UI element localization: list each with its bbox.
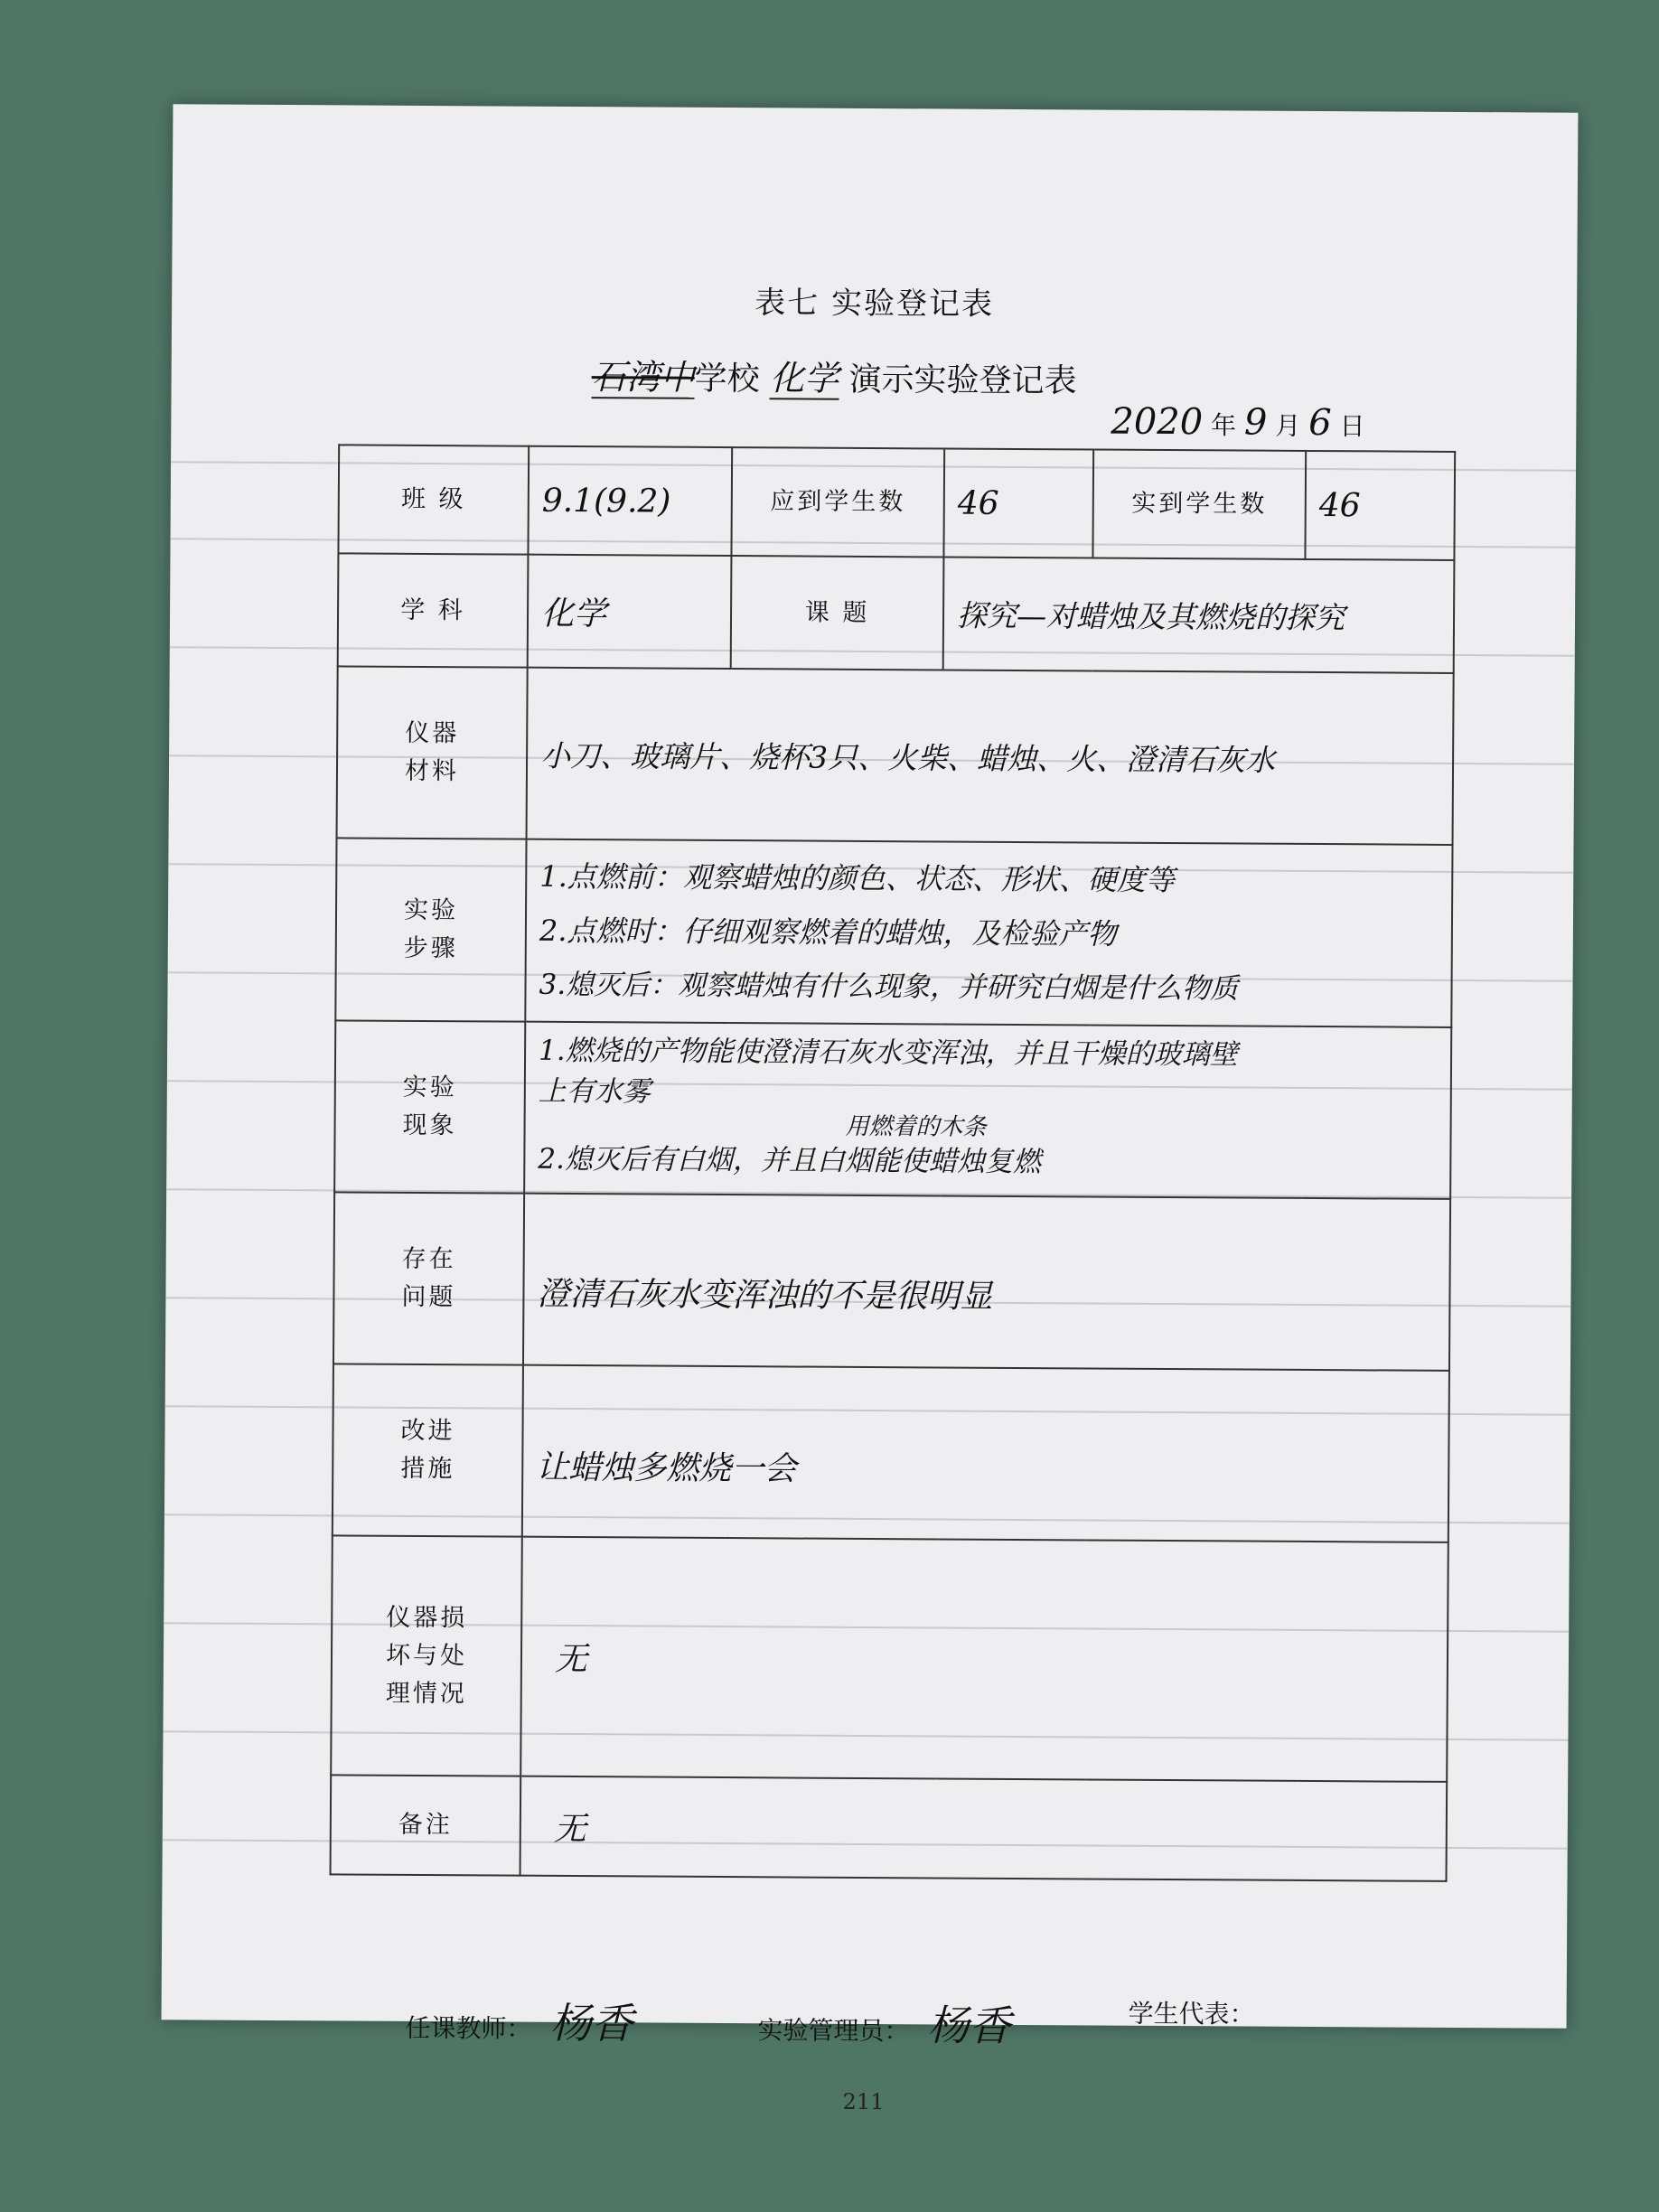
table-row [331,1535,1448,1782]
table-row [331,1775,1448,1881]
teacher-signature: 杨香 [549,1998,633,2048]
form-name: 演示实验登记表 [848,361,1077,400]
class-value: 9.1(9.2) [528,446,732,556]
teacher-label: 任课教师： [405,2012,532,2044]
improvements-label [333,1364,523,1536]
admin-signature-block [757,1992,1010,2053]
paper-sheet [162,104,1579,2115]
actual-students-label: 实到学生数 [1092,450,1306,559]
step-item: 1.点燃前：观察蜡烛的颜色、状态、形状、硬度等 [539,858,1175,898]
phenomena-value [524,1022,1451,1199]
remarks-value: 无 [520,1776,1448,1881]
remarks-label: 备注 [331,1775,521,1875]
steps-label [335,838,526,1021]
damage-label [331,1535,522,1776]
problems-label-line: 问题 [401,1282,456,1312]
subject-label: 学 科 [338,553,529,667]
materials-value: 小刀、玻璃片、烧杯3只、火柴、蜡烛、火、澄清石灰水 [527,668,1454,845]
teacher-signature-block [405,1990,633,2051]
step-item: 2.点燃时：仔细观察燃着的蜡烛，及检验产物 [539,913,1117,951]
steps-value [525,839,1452,1027]
steps-label-line: 步骤 [403,933,458,963]
class-label: 班 级 [338,445,529,554]
improvements-label-line: 措施 [400,1454,455,1484]
table-row [338,553,1455,673]
problems-label-line: 存在 [401,1244,456,1274]
damage-label-line: 坏与处 [385,1641,468,1670]
table-row [337,666,1454,845]
student-signature-block [1128,1994,1254,2031]
table-row [338,445,1455,560]
damage-label-line: 理情况 [385,1679,467,1708]
form-subtitle [592,349,1077,401]
phenomena-label-line: 现象 [402,1111,457,1140]
date-month-label: 月 [1275,410,1301,441]
improvements-label-line: 改进 [400,1416,455,1446]
phenomenon-line: 1.燃烧的产物能使澄清石灰水变浑浊，并且干燥的玻璃壁 [538,1034,1238,1072]
step-item: 3.熄灭后：观察蜡烛有什么现象，并研究白烟是什么物质 [539,968,1239,1006]
expected-students-value: 46 [943,448,1093,558]
materials-label-line: 仪器 [405,718,460,748]
table-row [333,1364,1449,1542]
admin-label: 实验管理员： [757,2015,910,2047]
date-year: 2020 [1111,400,1204,444]
improvements-value: 让蜡烛多燃烧一会 [522,1365,1449,1542]
problems-value: 澄清石灰水变浑浊的不是很明显 [523,1194,1450,1371]
phenomenon-insertion: 用燃着的木条 [845,1112,987,1141]
school-suffix: 学校 [694,360,760,398]
school-name: 石湾中 [591,357,695,398]
page-number: 211 [842,2088,885,2115]
expected-students-label: 应到学生数 [731,447,944,557]
topic-value: 探究—对蜡烛及其燃烧的探究 [943,557,1455,672]
admin-signature: 杨香 [927,2001,1011,2050]
topic-label: 课 题 [731,556,944,670]
table-row [334,1020,1451,1199]
date-day: 6 [1308,401,1332,445]
problems-label [333,1192,524,1364]
subject-value: 化学 [528,555,732,669]
damage-label-line: 仪器损 [386,1603,468,1632]
phenomenon-line: 上有水雾 [538,1074,651,1109]
damage-value: 无 [520,1537,1448,1782]
subject-name: 化学 [770,358,839,398]
table-row [333,1192,1450,1371]
phenomena-label [334,1020,525,1193]
steps-label-line: 实验 [403,895,459,925]
phenomenon-line: 2.熄灭后有白烟，并且白烟能使蜡烛复燃 [538,1142,1042,1179]
student-label: 学生代表： [1128,1998,1255,2029]
materials-label-line: 材料 [404,756,460,786]
date-year-label: 年 [1210,410,1237,441]
date-day-label: 日 [1339,411,1365,442]
materials-label [337,666,528,839]
date-month: 9 [1243,401,1268,444]
form-date [1111,401,1365,445]
form-title: 表七 实验登记表 [755,285,995,323]
actual-students-value: 46 [1305,451,1455,560]
registration-table [330,444,1457,1882]
table-row [335,838,1452,1027]
phenomena-label-line: 实验 [402,1073,457,1102]
